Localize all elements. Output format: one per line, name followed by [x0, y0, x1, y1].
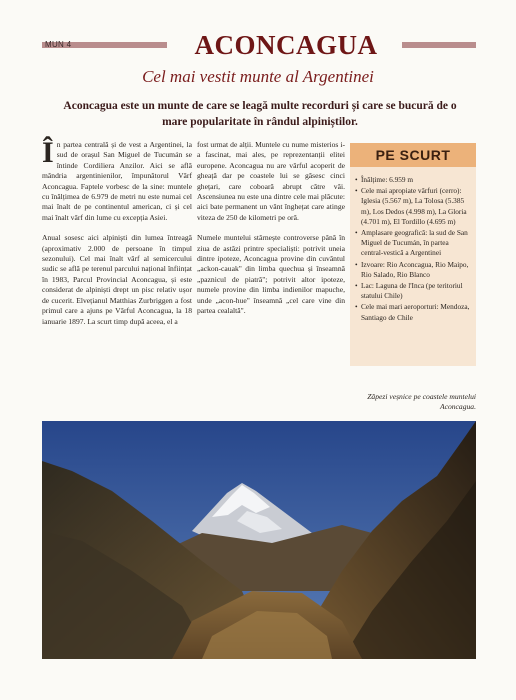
aconcagua-photo — [42, 421, 476, 659]
fact-item: • Izvoare: Rio Aconcagua, Rio Maipo, Rio Salado, Rio Blanco — [355, 260, 472, 280]
fact-item: • Înălțime: 6.959 m — [355, 175, 472, 185]
column1-paragraph-1 — [42, 136, 192, 223]
text-column-2 — [197, 140, 345, 327]
column2-paragraph-2: Numele muntelui stârnește controverse până în ziua de astăzi printre specialiști: potrivit uneia dintre ipoteze, Aconcagua provine din cuvântul „ackon-cauak" din limba quechua și înseamnă „paznicul de piatră"; potrivit altor ipoteze, numele provine din limba indienilor mapuche, unde „acon-hue" înseamnă „cel care vine din partea cealaltă". — [197, 233, 345, 316]
fact-item: • Cele mai mari aeroporturi: Mendoza, Santiago de Chile — [355, 302, 472, 322]
page-header — [42, 30, 476, 60]
text-column-1 — [42, 136, 192, 337]
photo-caption: Zăpezi veșnice pe coastele muntelui Aconcagua. — [367, 392, 476, 412]
drop-cap: Î — [42, 136, 54, 169]
page-subtitle: Cel mai vestit munte al Argentinei — [142, 67, 374, 86]
column1-paragraph-1-text: n partea centrală și de vest a Argentinei, la sud de orașul San Miguel de Tucumán se întinde Cordiliera Anzilor. Aici se află mândria argentinienilor, împunătorul Vârf Aconcagua. Faptele vorbesc de la sine: muntele cu înălțimea de 6.979 de metri nu este numai cel mai înalt de pe continentul american, ci și cel mai înalt vârf din lume cu excepția Asiei. — [42, 140, 192, 222]
fact-item: • Lac: Laguna de l'Inca (pe teritoriul statului Chile) — [355, 281, 472, 301]
page-title: ACONCAGUA — [194, 30, 378, 60]
fact-item: • Amplasare geografică: la sud de San Miguel de Tucumán, în partea central-vestică a Argentinei — [355, 228, 472, 259]
sidebar-heading: PE SCURT — [350, 143, 476, 167]
header-rule-right — [402, 42, 476, 48]
lead-paragraph: Aconcagua este un munte de care se leagă multe recorduri și care se bucură de o mare popularitate în rândul alpiniștilor. — [63, 100, 457, 128]
section-tag: MUN 4 — [45, 40, 72, 49]
fact-item: • Cele mai apropiate vârfuri (cerro): Iglesia (5.567 m), La Tolosa (5.385 m), Los Dedos (4.998 m), La Gloria (4.701 m), El Tordillo (4.695 m) — [355, 186, 472, 227]
column2-paragraph-1: fost urmat de alții. Muntele cu nume misterios i-a fascinat, mai ales, pe reprezentanții elitei europene. Aconcagua nu are vârful acoperit de gheață dar pe coastele lui se găsesc cinci ghețari, care coboară abrupt către văi. Ascensiunea nu este una dintre cele mai plăcute: aici bate permanent un vânt înghețat care atinge viteza de 250 de kilometri pe oră. — [197, 140, 345, 222]
facts-list — [355, 175, 472, 323]
facts-sidebar — [350, 143, 476, 366]
mountain-landscape-image — [42, 421, 476, 659]
column1-paragraph-2: Anual sosesc aici alpiniști din lumea întreagă (aproximativ 2.000 de persoane în timpul sezonului). Cel mai înalt vârf al semicercului sudic se află pe terenul parcului național înființat în 1983, Parcul Provincial Aconcagua, și este considerat de alpiniști drept un pisc relativ ușor de cucerit. Elvețianul Matthias Zurbriggen a fost primul care a ajuns pe Vârful Aconcagua, la 18 ianuarie 1897. La scurt timp după aceea, el a — [42, 233, 192, 326]
